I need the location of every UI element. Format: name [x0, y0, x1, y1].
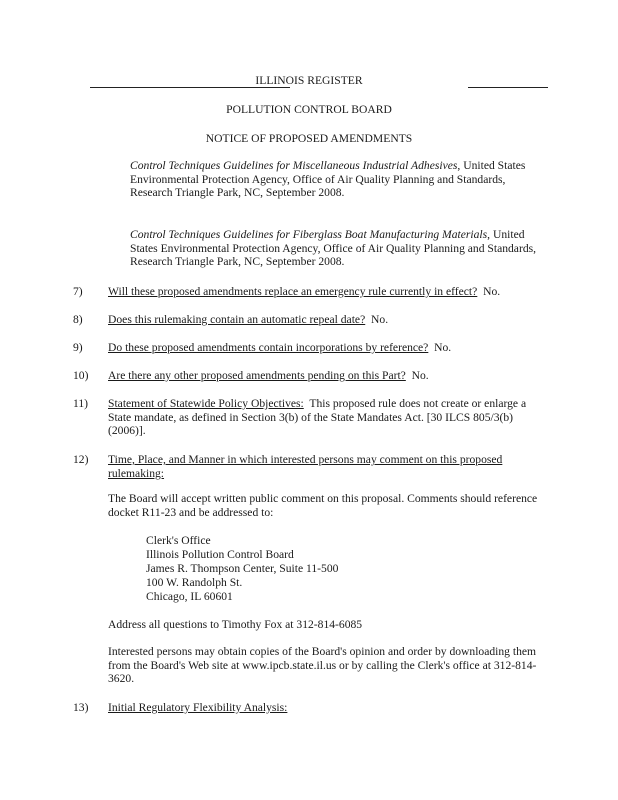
item-8-question: Does this rulemaking contain an automatic repeal date? — [108, 313, 366, 326]
address-line-2: Illinois Pollution Control Board — [146, 548, 294, 561]
obtain-copies: Interested persons may obtain copies of the Board's opinion and order by downloading them from the Board's Web site at www.ipcb.state.il.us or by calling the Clerk's office at 312-814-3620. — [108, 645, 537, 686]
item-8-number: 8) — [73, 313, 83, 326]
item-11-answer: This proposed rule does not create or enlarge a State mandate, as defined in Section 3(b) of the State Mandates Act. [30 ILCS 805/3(b) (2006)]. — [108, 397, 527, 438]
item-8 — [108, 313, 548, 327]
reference-2-title: Control Techniques Guidelines for Fiberglass Boat Manufacturing Materials — [130, 228, 488, 241]
item-10 — [108, 369, 548, 383]
address-line-5: Chicago, IL 60601 — [146, 590, 233, 603]
item-10-number: 10) — [73, 369, 89, 382]
item-12-number: 12) — [73, 453, 89, 466]
reference-1 — [130, 159, 550, 200]
reference-1-title: Control Techniques Guidelines for Miscellaneous Industrial Adhesives — [130, 159, 458, 172]
reference-1-rest: , United States Environmental Protection Agency, Office of Air Quality Planning and Standards, Research Triangle Park, NC, September 2008. — [130, 159, 526, 200]
item-12 — [108, 453, 548, 480]
item-10-question: Are there any other proposed amendments pending on this Part? — [108, 369, 406, 382]
register-title: ILLINOIS REGISTER — [255, 74, 363, 87]
item-10-answer: No. — [411, 369, 429, 382]
address-line-3: James R. Thompson Center, Suite 11-500 — [146, 562, 339, 575]
comment-intro: The Board will accept written public comment on this proposal. Comments should reference docket R11-23 and be addressed to: — [108, 492, 538, 519]
item-9-number: 9) — [73, 341, 83, 354]
item-9-question: Do these proposed amendments contain incorporations by reference? — [108, 341, 429, 354]
item-7-answer: No. — [483, 285, 501, 298]
item-9 — [108, 341, 548, 355]
item-8-answer: No. — [371, 313, 389, 326]
item-13-number: 13) — [73, 701, 89, 714]
address-line-4: 100 W. Randolph St. — [146, 576, 243, 589]
item-7 — [108, 285, 548, 299]
item-11 — [108, 397, 548, 438]
item-7-number: 7) — [73, 285, 83, 298]
item-11-number: 11) — [73, 397, 89, 410]
item-12-question: Time, Place, and Manner in which interested persons may comment on this proposed rulemaking: — [108, 453, 503, 480]
item-13 — [108, 701, 548, 715]
item-13-question: Initial Regulatory Flexibility Analysis: — [108, 701, 288, 714]
item-11-question: Statement of Statewide Policy Objectives: — [108, 397, 304, 410]
board-title: POLLUTION CONTROL BOARD — [226, 103, 392, 116]
item-7-question: Will these proposed amendments replace an emergency rule currently in effect? — [108, 285, 478, 298]
reference-2-rest: , United States Environmental Protection Agency, Office of Air Quality Planning and Standards, Research Triangle Park, NC, September 2008. — [130, 228, 537, 269]
reference-2 — [130, 228, 550, 269]
questions-contact: Address all questions to Timothy Fox at 312-814-6085 — [108, 618, 363, 631]
item-9-answer: No. — [434, 341, 452, 354]
address-line-1: Clerk's Office — [146, 534, 211, 547]
notice-title: NOTICE OF PROPOSED AMENDMENTS — [205, 132, 413, 145]
